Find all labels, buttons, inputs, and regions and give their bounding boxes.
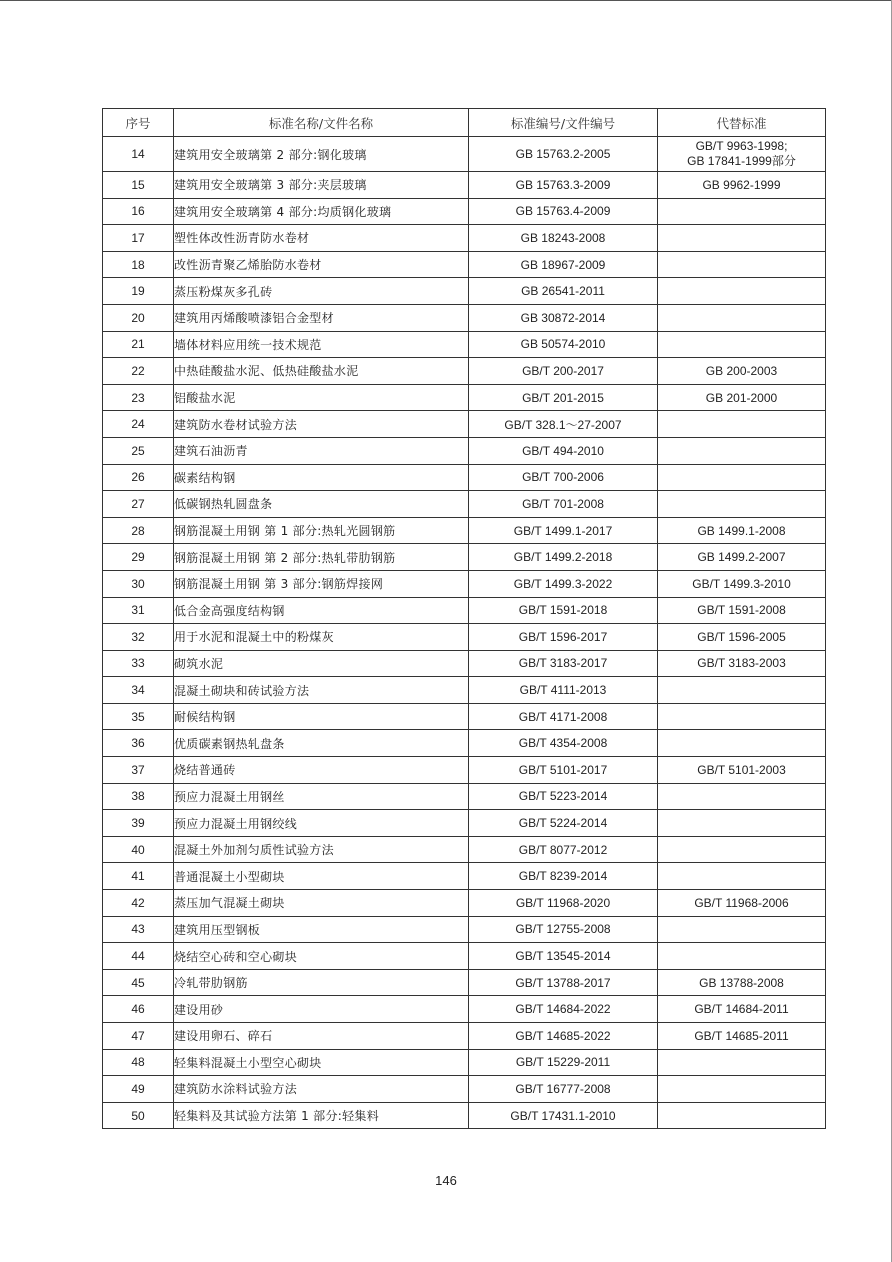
table-row [103, 411, 826, 438]
table-row [103, 331, 826, 358]
replaced-standard-cell [658, 198, 826, 225]
replaced-standard-cell: GB 201-2000 [658, 384, 826, 411]
standard-name-cell: 混凝土砌块和砖试验方法 [174, 677, 469, 704]
standard-code-cell: GB/T 13788-2017 [469, 969, 658, 996]
row-number-cell: 39 [103, 810, 174, 837]
table-row [103, 810, 826, 837]
table-body [103, 137, 826, 1129]
standard-name-cell: 建筑用安全玻璃第 2 部分:钢化玻璃 [174, 137, 469, 172]
row-number-cell: 35 [103, 703, 174, 730]
row-number-cell: 44 [103, 943, 174, 970]
row-number-cell: 42 [103, 890, 174, 917]
standard-name-cell: 砌筑水泥 [174, 650, 469, 677]
table-row [103, 304, 826, 331]
standard-name-cell: 钢筋混凝土用钢 第 2 部分:热轧带肋钢筋 [174, 544, 469, 571]
table-row [103, 757, 826, 784]
replaced-standard-cell [658, 783, 826, 810]
table-row [103, 491, 826, 518]
replaced-standard-cell [658, 437, 826, 464]
standard-code-cell: GB 18967-2009 [469, 251, 658, 278]
standard-code-cell: GB/T 8077-2012 [469, 836, 658, 863]
standard-name-cell: 烧结空心砖和空心砌块 [174, 943, 469, 970]
standard-code-cell: GB/T 4111-2013 [469, 677, 658, 704]
standard-name-cell: 钢筋混凝土用钢 第 1 部分:热轧光圆钢筋 [174, 517, 469, 544]
standard-code-cell: GB 26541-2011 [469, 278, 658, 305]
table-row [103, 198, 826, 225]
table-row [103, 225, 826, 252]
table-row [103, 650, 826, 677]
replaced-standard-cell: GB/T 14684-2011 [658, 996, 826, 1023]
standard-code-cell: GB 15763.4-2009 [469, 198, 658, 225]
standard-name-cell: 改性沥青聚乙烯胎防水卷材 [174, 251, 469, 278]
row-number-cell: 31 [103, 597, 174, 624]
table-row [103, 996, 826, 1023]
standard-code-cell: GB/T 1499.1-2017 [469, 517, 658, 544]
standard-name-cell: 建设用砂 [174, 996, 469, 1023]
replaced-standard-cell [658, 411, 826, 438]
replaced-standard-cell: GB 200-2003 [658, 358, 826, 385]
replaced-standard-cell: GB/T 1596-2005 [658, 624, 826, 651]
standard-code-cell: GB/T 5223-2014 [469, 783, 658, 810]
header-code: 标准编号/文件编号 [469, 109, 658, 137]
standard-code-cell: GB 15763.2-2005 [469, 137, 658, 172]
standard-code-cell: GB/T 8239-2014 [469, 863, 658, 890]
row-number-cell: 21 [103, 331, 174, 358]
row-number-cell: 23 [103, 384, 174, 411]
replaced-standard-cell [658, 278, 826, 305]
standard-code-cell: GB/T 14685-2022 [469, 1023, 658, 1050]
replaced-standard-cell [658, 943, 826, 970]
replaced-standard-cell [658, 137, 826, 172]
standard-name-cell: 建筑石油沥青 [174, 437, 469, 464]
page-top-border [0, 0, 892, 1]
table-row [103, 1076, 826, 1103]
table-row [103, 384, 826, 411]
table-row [103, 916, 826, 943]
standard-name-cell: 建筑防水涂料试验方法 [174, 1076, 469, 1103]
row-number-cell: 37 [103, 757, 174, 784]
row-number-cell: 40 [103, 836, 174, 863]
table-row [103, 890, 826, 917]
table-row [103, 570, 826, 597]
row-number-cell: 43 [103, 916, 174, 943]
replaced-standard-cell [658, 730, 826, 757]
row-number-cell: 38 [103, 783, 174, 810]
table-row [103, 437, 826, 464]
row-number-cell: 14 [103, 137, 174, 172]
replaced-standard-cell [658, 677, 826, 704]
replaced-standard-cell: GB/T 1499.3-2010 [658, 570, 826, 597]
standard-name-cell: 预应力混凝土用钢丝 [174, 783, 469, 810]
standard-name-cell: 低碳钢热轧圆盘条 [174, 491, 469, 518]
standard-code-cell: GB/T 5101-2017 [469, 757, 658, 784]
standard-code-cell: GB/T 11968-2020 [469, 890, 658, 917]
standard-name-cell: 烧结普通砖 [174, 757, 469, 784]
table-row [103, 1023, 826, 1050]
standard-name-cell: 冷轧带肋钢筋 [174, 969, 469, 996]
standard-name-cell: 塑性体改性沥青防水卷材 [174, 225, 469, 252]
replaced-standard-cell [658, 304, 826, 331]
standard-name-cell: 普通混凝土小型砌块 [174, 863, 469, 890]
row-number-cell: 18 [103, 251, 174, 278]
replaced-standard-cell [658, 836, 826, 863]
replaced-standard-cell [658, 491, 826, 518]
table-row [103, 597, 826, 624]
standard-name-cell: 钢筋混凝土用钢 第 3 部分:钢筋焊接网 [174, 570, 469, 597]
page-number: 146 [435, 1173, 457, 1188]
standard-name-cell: 铝酸盐水泥 [174, 384, 469, 411]
standard-name-cell: 预应力混凝土用钢绞线 [174, 810, 469, 837]
standard-name-cell: 耐候结构钢 [174, 703, 469, 730]
header-name: 标准名称/文件名称 [174, 109, 469, 137]
standard-code-cell: GB/T 1596-2017 [469, 624, 658, 651]
table-row [103, 730, 826, 757]
replaced-standard-cell: GB/T 5101-2003 [658, 757, 826, 784]
replaced-standard-cell: GB/T 3183-2003 [658, 650, 826, 677]
table-row [103, 624, 826, 651]
standard-code-cell: GB/T 15229-2011 [469, 1049, 658, 1076]
row-number-cell: 20 [103, 304, 174, 331]
replaced-standard-cell: GB/T 1591-2008 [658, 597, 826, 624]
table-row [103, 464, 826, 491]
header-replaces: 代替标准 [658, 109, 826, 137]
standard-name-cell: 中热硅酸盐水泥、低热硅酸盐水泥 [174, 358, 469, 385]
standard-code-cell: GB/T 200-2017 [469, 358, 658, 385]
standard-name-cell: 轻集料及其试验方法第 1 部分:轻集料 [174, 1102, 469, 1129]
table-row [103, 1102, 826, 1129]
standard-code-cell: GB/T 1499.2-2018 [469, 544, 658, 571]
row-number-cell: 27 [103, 491, 174, 518]
row-number-cell: 15 [103, 172, 174, 199]
standard-name-cell: 蒸压粉煤灰多孔砖 [174, 278, 469, 305]
replaced-standard-cell [658, 331, 826, 358]
replaced-standard-cell: GB 9962-1999 [658, 172, 826, 199]
row-number-cell: 29 [103, 544, 174, 571]
header-no: 序号 [103, 109, 174, 137]
row-number-cell: 36 [103, 730, 174, 757]
replaced-standard-cell: GB/T 14685-2011 [658, 1023, 826, 1050]
replaced-standard-cell [658, 1102, 826, 1129]
standard-name-cell: 优质碳素钢热轧盘条 [174, 730, 469, 757]
standard-name-cell: 墙体材料应用统一技术规范 [174, 331, 469, 358]
replaced-standard-line: GB/T 9963-1998; [695, 139, 788, 153]
standard-code-cell: GB/T 14684-2022 [469, 996, 658, 1023]
replaced-standard-cell: GB 1499.1-2008 [658, 517, 826, 544]
table-row [103, 783, 826, 810]
standard-code-cell: GB 18243-2008 [469, 225, 658, 252]
replaced-standard-cell [658, 810, 826, 837]
row-number-cell: 32 [103, 624, 174, 651]
standard-code-cell: GB/T 328.1～27-2007 [469, 411, 658, 438]
table-row [103, 943, 826, 970]
row-number-cell: 17 [103, 225, 174, 252]
row-number-cell: 26 [103, 464, 174, 491]
table-row [103, 836, 826, 863]
table-row [103, 677, 826, 704]
standard-code-cell: GB/T 17431.1-2010 [469, 1102, 658, 1129]
standard-name-cell: 建筑用压型钢板 [174, 916, 469, 943]
standard-name-cell: 轻集料混凝土小型空心砌块 [174, 1049, 469, 1076]
standard-name-cell: 建筑用安全玻璃第 3 部分:夹层玻璃 [174, 172, 469, 199]
standard-name-cell: 蒸压加气混凝土砌块 [174, 890, 469, 917]
row-number-cell: 49 [103, 1076, 174, 1103]
table-row [103, 1049, 826, 1076]
replaced-standard-cell [658, 703, 826, 730]
replaced-standard-cell: GB 1499.2-2007 [658, 544, 826, 571]
row-number-cell: 16 [103, 198, 174, 225]
standard-code-cell: GB/T 4171-2008 [469, 703, 658, 730]
row-number-cell: 48 [103, 1049, 174, 1076]
replaced-standard-cell: GB 13788-2008 [658, 969, 826, 996]
standard-name-cell: 建设用卵石、碎石 [174, 1023, 469, 1050]
row-number-cell: 24 [103, 411, 174, 438]
row-number-cell: 25 [103, 437, 174, 464]
standard-code-cell: GB/T 3183-2017 [469, 650, 658, 677]
replaced-standard-cell [658, 225, 826, 252]
standard-name-cell: 建筑防水卷材试验方法 [174, 411, 469, 438]
table-row [103, 251, 826, 278]
standard-code-cell: GB/T 1591-2018 [469, 597, 658, 624]
standard-code-cell: GB/T 5224-2014 [469, 810, 658, 837]
standard-name-cell: 混凝土外加剂匀质性试验方法 [174, 836, 469, 863]
replaced-standard-cell: GB/T 11968-2006 [658, 890, 826, 917]
table-row [103, 172, 826, 199]
table-row [103, 863, 826, 890]
row-number-cell: 45 [103, 969, 174, 996]
standard-code-cell: GB/T 1499.3-2022 [469, 570, 658, 597]
replaced-standard-cell [658, 464, 826, 491]
standard-code-cell: GB/T 494-2010 [469, 437, 658, 464]
replaced-standard-cell [658, 251, 826, 278]
replaced-standard-cell [658, 916, 826, 943]
table-row [103, 703, 826, 730]
row-number-cell: 30 [103, 570, 174, 597]
standard-name-cell: 用于水泥和混凝土中的粉煤灰 [174, 624, 469, 651]
table-row [103, 137, 826, 172]
replaced-standard-cell [658, 1076, 826, 1103]
standard-code-cell: GB/T 13545-2014 [469, 943, 658, 970]
replaced-standard-cell [658, 1049, 826, 1076]
standard-code-cell: GB/T 4354-2008 [469, 730, 658, 757]
standard-name-cell: 建筑用安全玻璃第 4 部分:均质钢化玻璃 [174, 198, 469, 225]
row-number-cell: 41 [103, 863, 174, 890]
row-number-cell: 47 [103, 1023, 174, 1050]
standard-code-cell: GB/T 16777-2008 [469, 1076, 658, 1103]
replaced-standard-cell [658, 863, 826, 890]
row-number-cell: 50 [103, 1102, 174, 1129]
row-number-cell: 19 [103, 278, 174, 305]
standard-code-cell: GB 50574-2010 [469, 331, 658, 358]
row-number-cell: 34 [103, 677, 174, 704]
row-number-cell: 46 [103, 996, 174, 1023]
replaced-standard-line: GB 17841-1999部分 [687, 154, 796, 168]
table-header-row [103, 109, 826, 137]
standard-code-cell: GB 15763.3-2009 [469, 172, 658, 199]
standard-code-cell: GB/T 201-2015 [469, 384, 658, 411]
standard-name-cell: 建筑用丙烯酸喷漆铝合金型材 [174, 304, 469, 331]
table-row [103, 969, 826, 996]
standard-code-cell: GB/T 700-2006 [469, 464, 658, 491]
table-row [103, 544, 826, 571]
row-number-cell: 33 [103, 650, 174, 677]
standards-table [102, 108, 826, 1129]
table-row [103, 278, 826, 305]
standard-code-cell: GB/T 701-2008 [469, 491, 658, 518]
row-number-cell: 28 [103, 517, 174, 544]
standard-name-cell: 低合金高强度结构钢 [174, 597, 469, 624]
standard-code-cell: GB 30872-2014 [469, 304, 658, 331]
row-number-cell: 22 [103, 358, 174, 385]
table-row [103, 358, 826, 385]
standard-code-cell: GB/T 12755-2008 [469, 916, 658, 943]
table-row [103, 517, 826, 544]
standard-name-cell: 碳素结构钢 [174, 464, 469, 491]
